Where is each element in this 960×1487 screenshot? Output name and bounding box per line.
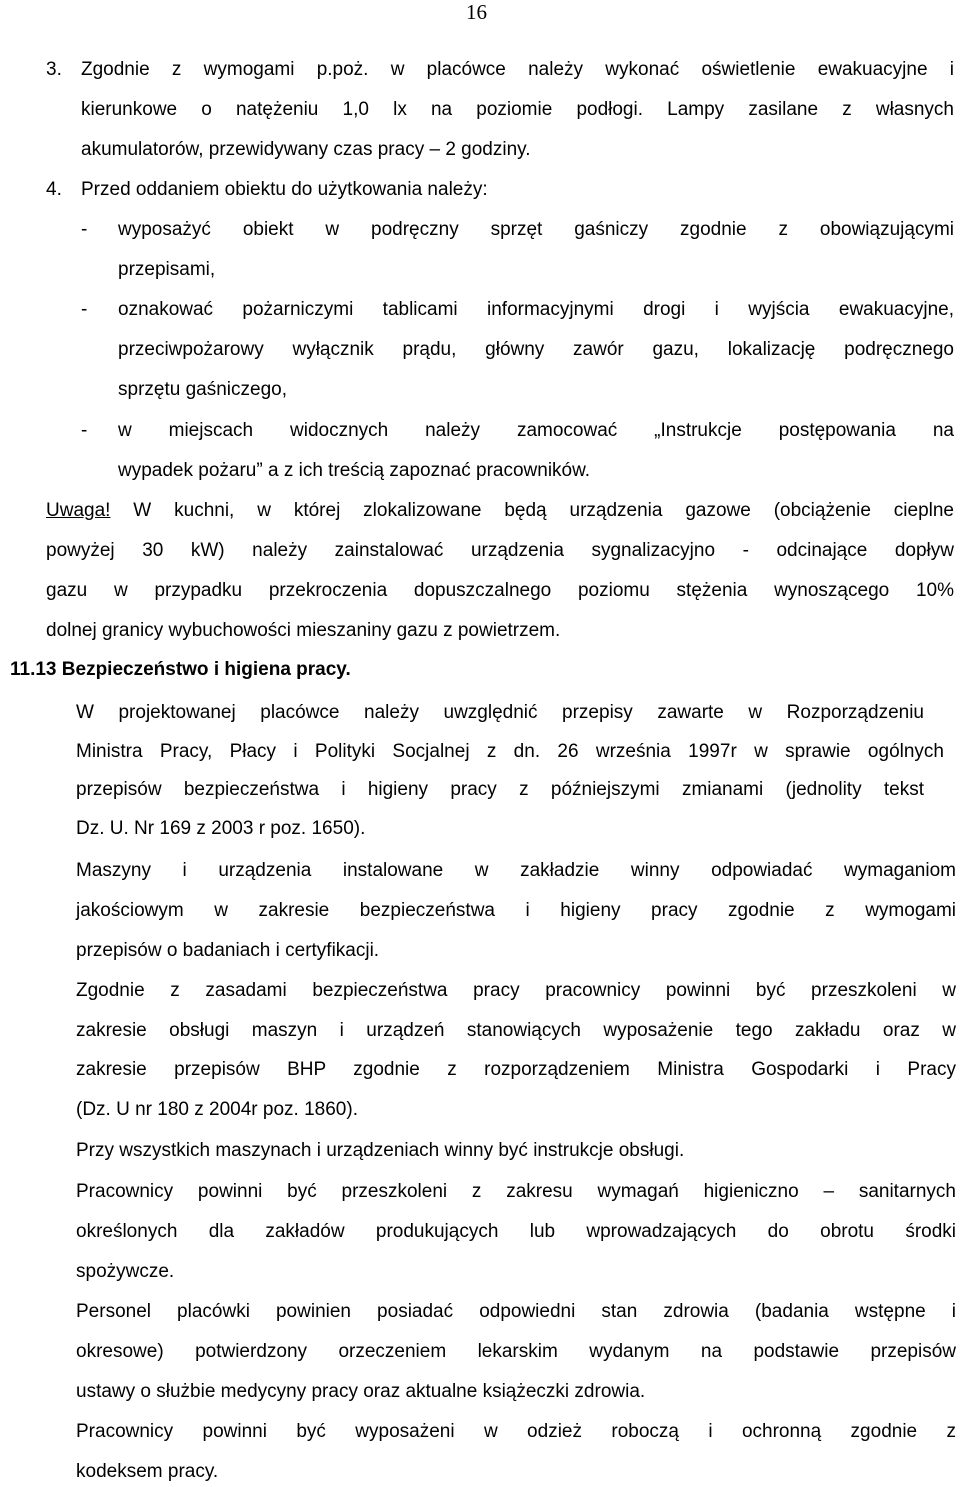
para-3-line-2: zakresie obsługi maszyn i urządzeń stanowiących wyposażenie tego zakładu oraz w [76,1020,956,1041]
bullet-1-dash: - [81,219,88,240]
bullet-3-dash: - [81,420,88,441]
item4-intro: Przed oddaniem obiektu do użytkowania należy: [81,179,488,200]
item3-line-2: kierunkowe o natężeniu 1,0 lx na poziomie podłogi. Lampy zasilane z własnych [81,99,954,120]
bullet-1-line-2: przepisami, [118,259,216,280]
bullet-3-line-1: w miejscach widocznych należy zamocować „Instrukcje postępowania na [118,420,954,441]
para-2-line-3: przepisów o badaniach i certyfikacji. [76,940,380,961]
para-6-line-1: Personel placówki powinien posiadać odpowiedni stan zdrowia (badania wstępne i [76,1301,956,1322]
para-3-line-4: (Dz. U nr 180 z 2004r poz. 1860). [76,1099,358,1120]
section-heading: 11.13 Bezpieczeństwo i higiena pracy. [10,659,351,680]
para-5-line-3: spożywcze. [76,1261,175,1282]
page-number: 16 [466,0,487,24]
para-4-line-1: Przy wszystkich maszynach i urządzeniach winny być instrukcje obsługi. [76,1140,685,1161]
para-1-line-4: Dz. U. Nr 169 z 2003 r poz. 1650). [76,818,366,839]
para-2-line-2: jakościowym w zakresie bezpieczeństwa i higieny pracy zgodnie z wymogami [76,900,956,921]
bullet-2-line-1: oznakować pożarniczymi tablicami informacyjnymi drogi i wyjścia ewakuacyjne, [118,299,954,320]
item3-line-1: Zgodnie z wymogami p.poż. w placówce należy wykonać oświetlenie ewakuacyjne i [81,59,954,80]
para-7-line-1: Pracownicy powinni być wyposażeni w odzież roboczą i ochronną zgodnie z [76,1421,956,1442]
para-5-line-2: określonych dla zakładów produkujących lub wprowadzających do obrotu środki [76,1221,956,1242]
bullet-2-line-3: sprzętu gaśniczego, [118,379,287,400]
item3-number: 3. [46,59,62,80]
note-label: Uwaga! [46,500,111,521]
bullet-2-dash: - [81,299,88,320]
bullet-2-line-2: przeciwpożarowy wyłącznik prądu, główny zawór gazu, lokalizację podręcznego [118,339,954,360]
note-line-3: gazu w przypadku przekroczenia dopuszczalnego poziomu stężenia wynoszącego 10% [46,580,954,601]
note-first-line-text: W kuchni, w której zlokalizowane będą urządzenia gazowe (obciążenie cieplne [110,500,954,521]
para-2-line-1: Maszyny i urządzenia instalowane w zakładzie winny odpowiadać wymaganiom [76,860,956,881]
bullet-3-line-2: wypadek pożaru” a z ich treścią zapoznać pracowników. [118,460,591,481]
para-3-line-1: Zgodnie z zasadami bezpieczeństwa pracy pracownicy powinni być przeszkoleni w [76,980,956,1001]
para-5-line-1: Pracownicy powinni być przeszkoleni z zakresu wymagań higieniczno – sanitarnych [76,1181,956,1202]
para-7-line-2: kodeksem pracy. [76,1461,219,1482]
para-6-line-2: okresowe) potwierdzony orzeczeniem lekarskim wydanym na podstawie przepisów [76,1341,956,1362]
note-line-2: powyżej 30 kW) należy zainstalować urządzenia sygnalizacyjno - odcinające dopływ [46,540,954,561]
para-6-line-3: ustawy o służbie medycyny pracy oraz aktualne książeczki zdrowia. [76,1381,646,1402]
para-3-line-3: zakresie przepisów BHP zgodnie z rozporządzeniem Ministra Gospodarki i Pracy [76,1059,956,1080]
para-1-line-1: W projektowanej placówce należy uwzględnić przepisy zawarte w Rozporządzeniu [76,702,924,723]
para-1-line-2: Ministra Pracy, Płacy i Polityki Socjalnej z dn. 26 września 1997r w sprawie ogólnych [76,741,944,762]
item4-number: 4. [46,179,62,200]
note-line-4: dolnej granicy wybuchowości mieszaniny gazu z powietrzem. [46,620,561,641]
item3-line-3: akumulatorów, przewidywany czas pracy – 2 godziny. [81,139,531,160]
bullet-1-line-1: wyposażyć obiekt w podręczny sprzęt gaśniczy zgodnie z obowiązującymi [118,219,954,240]
note-first-line [46,500,954,522]
para-1-line-3: przepisów bezpieczeństwa i higieny pracy z późniejszymi zmianami (jednolity tekst [76,779,924,800]
